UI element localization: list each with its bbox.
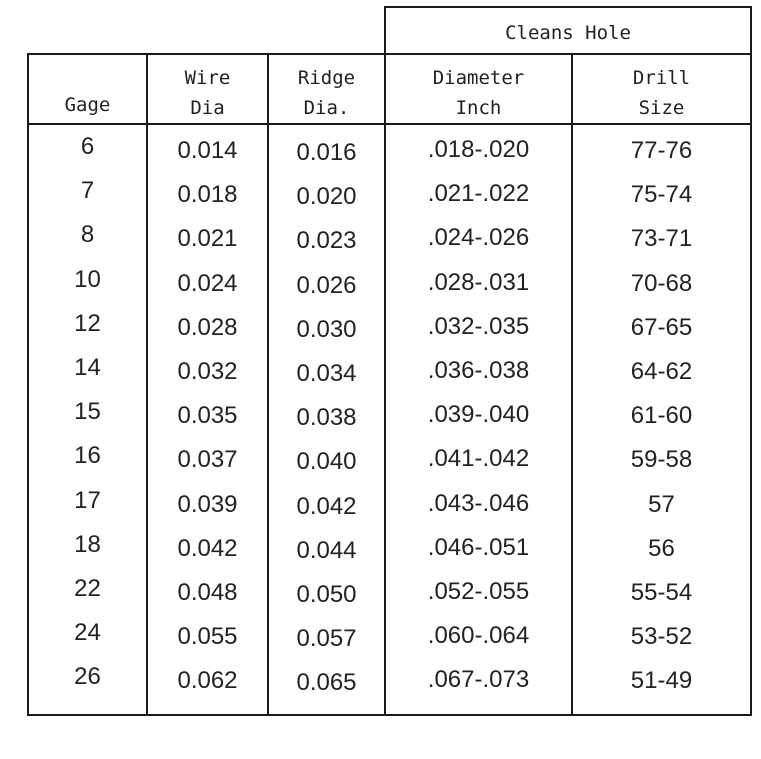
diameter-header-line2: Inch — [455, 97, 502, 119]
wire-dia-cell: 0.021 — [177, 225, 238, 252]
rule — [750, 6, 752, 56]
drill-size-cell: 77-76 — [630, 137, 693, 164]
gage-cell: 18 — [74, 531, 101, 558]
ridge-dia-cell: 0.057 — [296, 625, 357, 652]
gage-cell: 14 — [74, 354, 101, 381]
gage-cell: 7 — [80, 177, 95, 204]
diameter-cell: .052-.055 — [427, 578, 530, 605]
wire-dia-cell: 0.037 — [177, 446, 238, 473]
drill-size-cell: 55-54 — [630, 579, 693, 606]
wire-dia-cell: 0.035 — [177, 402, 238, 429]
ridge-dia-cell: 0.040 — [296, 448, 357, 475]
drill-size-cell: 75-74 — [630, 181, 693, 208]
drill-size-cell: 53-52 — [630, 623, 693, 650]
diameter-cell: .060-.064 — [427, 622, 530, 649]
gage-cell: 26 — [74, 663, 101, 690]
ridge-dia-cell: 0.030 — [296, 316, 357, 343]
wire-dia-cell: 0.042 — [177, 535, 238, 562]
rule — [27, 123, 752, 125]
gage-header: Gage — [64, 94, 111, 116]
ridge-dia-cell: 0.016 — [296, 139, 357, 166]
gage-cell: 17 — [74, 487, 101, 514]
ridge-dia-cell: 0.034 — [296, 360, 357, 387]
diameter-cell: .067-.073 — [427, 666, 530, 693]
ridge-dia-cell: 0.026 — [296, 272, 357, 299]
ridge-dia-cell: 0.038 — [296, 404, 357, 431]
ridge-dia-header-line1: Ridge — [297, 67, 356, 89]
drill-size-cell: 51-49 — [630, 667, 693, 694]
diameter-cell: .039-.040 — [427, 401, 530, 428]
wire-dia-cell: 0.018 — [177, 181, 238, 208]
ridge-dia-cell: 0.023 — [296, 227, 357, 254]
wire-dia-cell: 0.032 — [177, 358, 238, 385]
gage-cell: 16 — [74, 442, 101, 469]
gage-cell: 15 — [74, 398, 101, 425]
diameter-cell: .041-.042 — [427, 445, 530, 472]
rule — [750, 53, 752, 716]
gage-cell: 12 — [74, 310, 101, 337]
ridge-dia-cell: 0.042 — [296, 493, 357, 520]
diameter-cell: .024-.026 — [427, 224, 530, 251]
drill-size-header-line2: Size — [638, 97, 685, 119]
ridge-dia-cell: 0.065 — [296, 669, 357, 696]
gage-cell: 24 — [74, 619, 101, 646]
diameter-cell: .043-.046 — [427, 490, 530, 517]
rule — [27, 714, 752, 716]
gage-cell: 10 — [74, 266, 101, 293]
drill-size-cell: 73-71 — [630, 225, 693, 252]
drill-size-cell: 61-60 — [630, 402, 693, 429]
ridge-dia-cell: 0.020 — [296, 183, 357, 210]
cleans-hole-header: Cleans Hole — [505, 22, 631, 44]
drill-size-cell: 59-58 — [630, 446, 693, 473]
drill-size-cell: 67-65 — [630, 314, 693, 341]
diameter-cell: .028-.031 — [427, 269, 530, 296]
gage-cell: 22 — [74, 575, 101, 602]
wire-dia-header-line1: Wire — [184, 67, 231, 89]
drill-size-cell: 70-68 — [630, 270, 693, 297]
wire-dia-header-line2: Dia — [190, 97, 225, 119]
wire-dia-cell: 0.014 — [177, 137, 238, 164]
ridge-dia-header-line2: Dia. — [303, 97, 350, 119]
rule — [27, 53, 752, 55]
wire-dia-cell: 0.028 — [177, 314, 238, 341]
diameter-cell: .021-.022 — [427, 180, 530, 207]
gage-cell: 8 — [80, 221, 95, 248]
wire-dia-cell: 0.062 — [177, 667, 238, 694]
drill-size-cell: 57 — [648, 491, 675, 518]
diameter-cell: .046-.051 — [427, 534, 530, 561]
wire-dia-cell: 0.039 — [177, 491, 238, 518]
drill-size-cell: 56 — [648, 535, 675, 562]
wire-dia-cell: 0.055 — [177, 623, 238, 650]
diameter-cell: .032-.035 — [427, 313, 530, 340]
wire-dia-cell: 0.024 — [177, 270, 238, 297]
ridge-dia-cell: 0.050 — [296, 581, 357, 608]
diameter-cell: .018-.020 — [427, 136, 530, 163]
drill-size-cell: 64-62 — [630, 358, 693, 385]
ridge-dia-cell: 0.044 — [296, 537, 357, 564]
gage-cell: 6 — [80, 133, 95, 160]
drill-size-header-line1: Drill — [632, 67, 691, 89]
rule — [384, 6, 752, 8]
diameter-cell: .036-.038 — [427, 357, 530, 384]
wire-dia-cell: 0.048 — [177, 579, 238, 606]
diameter-header-line1: Diameter — [432, 67, 525, 89]
